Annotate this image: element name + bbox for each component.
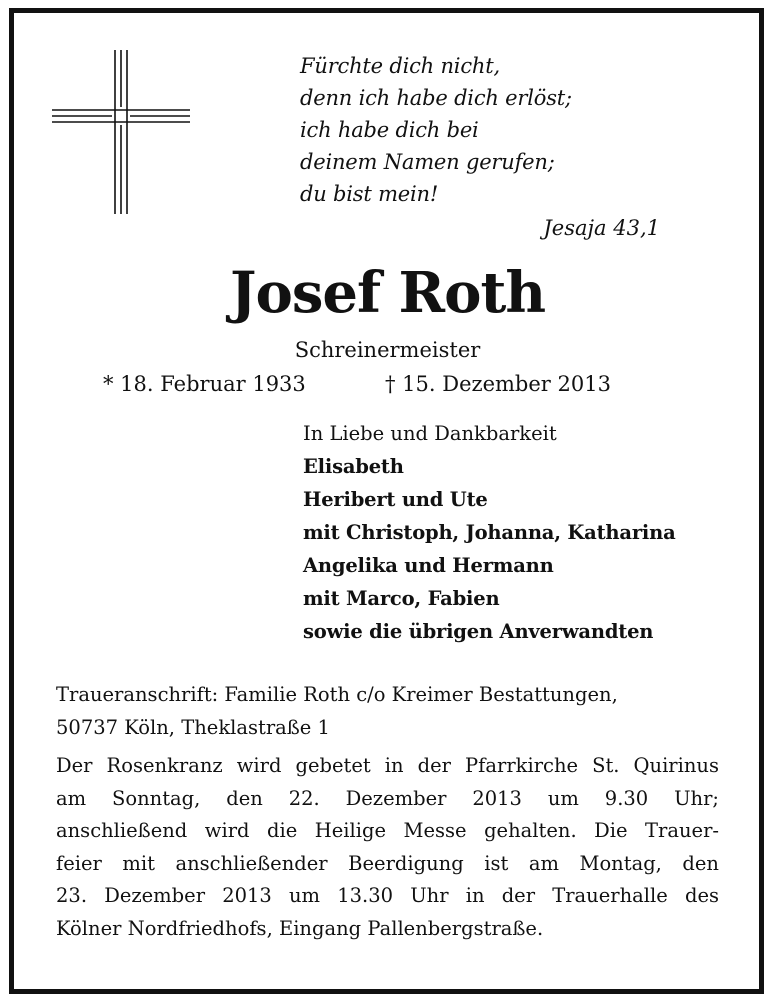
mourner-name: Elisabeth xyxy=(303,455,404,478)
mourner-name: mit Christoph, Johanna, Katharina xyxy=(303,521,676,544)
deceased-profession: Schreinermeister xyxy=(294,338,481,362)
mourners-block xyxy=(303,418,743,648)
service-line: feier mit anschließender Beerdigung ist am Montag, den xyxy=(56,851,719,875)
deceased-name: Josef Roth xyxy=(229,260,546,326)
cross-icon xyxy=(52,50,190,214)
service-details xyxy=(56,750,719,945)
service-line: 23. Dezember 2013 um 13.30 Uhr in der Trauerhalle des xyxy=(56,884,719,907)
service-line: anschließend wird die Heilige Messe gehalten. Die Trauer- xyxy=(56,819,719,842)
verse-reference: Jesaja 43,1 xyxy=(543,216,660,240)
service-line: Der Rosenkranz wird gebetet in der Pfarrkirche St. Quirinus xyxy=(56,754,719,777)
birth-date: * 18. Februar 1933 xyxy=(103,372,306,396)
death-date: † 15. Dezember 2013 xyxy=(385,372,611,396)
verse-line: Fürchte dich nicht, xyxy=(300,54,500,78)
mourners-intro: In Liebe und Dankbarkeit xyxy=(303,422,557,445)
mourner-name: Heribert und Ute xyxy=(303,488,488,511)
address-line: 50737 Köln, Theklastraße 1 xyxy=(56,716,330,739)
service-line: Kölner Nordfriedhofs, Eingang Pallenbergstraße. xyxy=(56,916,544,940)
verse-line: denn ich habe dich erlöst; xyxy=(300,86,572,110)
mourner-name: sowie die übrigen Anverwandten xyxy=(303,620,654,643)
verse-line: ich habe dich bei xyxy=(300,118,479,142)
verse-line: du bist mein! xyxy=(300,182,439,206)
verse-line: deinem Namen gerufen; xyxy=(300,150,555,174)
mourning-address xyxy=(56,678,726,744)
mourner-name: mit Marco, Fabien xyxy=(303,587,500,610)
address-line: Traueranschrift: Familie Roth c/o Kreimer Bestattungen, xyxy=(56,683,618,706)
mourner-name: Angelika und Hermann xyxy=(303,554,554,577)
bible-verse xyxy=(300,50,660,210)
service-line: am Sonntag, den 22. Dezember 2013 um 9.30 Uhr; xyxy=(56,786,719,810)
